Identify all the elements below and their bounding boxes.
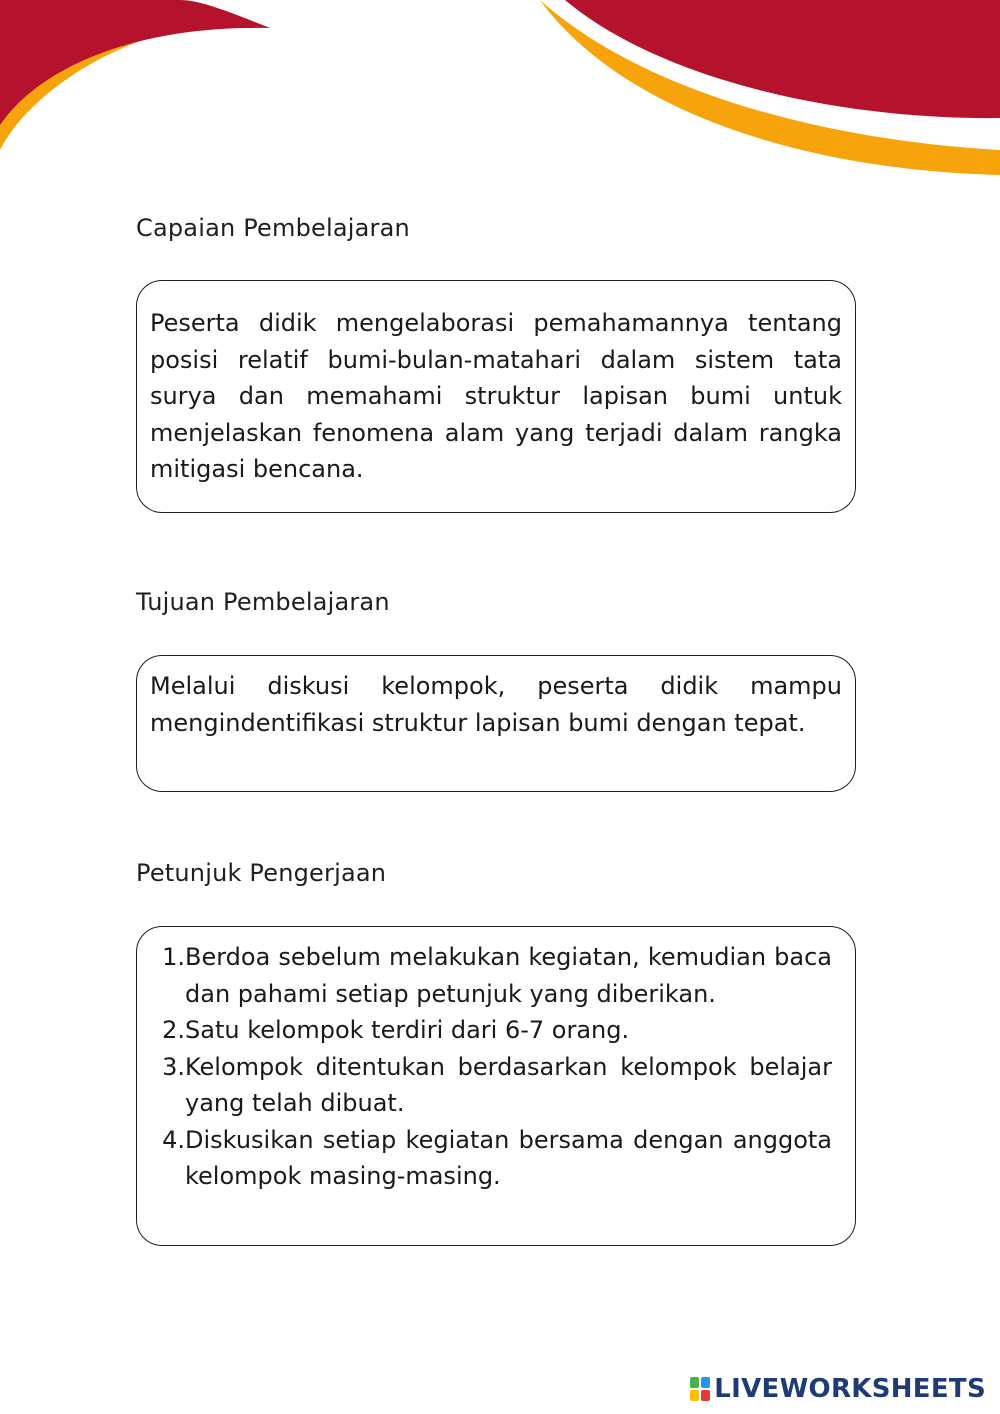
logo-tile: [690, 1390, 699, 1401]
brand-name: LIVEWORKSHEETS: [714, 1374, 986, 1404]
petunjuk-box: [136, 926, 856, 1246]
step-text: Satu kelompok terdiri dari 6-7 orang.: [185, 1016, 630, 1044]
logo-tile: [701, 1377, 710, 1388]
step-text: Kelompok ditentukan berdasarkan kelompok belajar yang telah dibuat.: [185, 1052, 832, 1117]
tujuan-box: [136, 655, 856, 792]
capaian-box: [136, 280, 856, 513]
logo-tile: [690, 1377, 699, 1388]
step-number: 2.: [162, 1016, 185, 1044]
list-item: [137, 939, 832, 1012]
header-decoration: [0, 0, 1000, 190]
list-item: [137, 1122, 832, 1195]
petunjuk-list: [137, 939, 832, 1195]
logo-tile: [701, 1390, 710, 1401]
list-item: [137, 1012, 832, 1049]
step-text: Berdoa sebelum melakukan kegiatan, kemudian baca dan pahami setiap petunjuk yang diberikan.: [185, 943, 832, 1008]
liveworksheets-logo-icon: [690, 1377, 710, 1401]
left-red-swoosh: [0, 0, 270, 125]
petunjuk-title: Petunjuk Pengerjaan: [136, 859, 387, 887]
step-number: 3.: [162, 1052, 185, 1081]
right-red-swoosh: [565, 0, 1000, 118]
capaian-title: Capaian Pembelajaran: [136, 214, 410, 242]
capaian-text: Peserta didik mengelaborasi pemahamannya tentang posisi relatif bumi-bulan-matahari dalam sistem tata surya dan memahami struktur lapisan bumi untuk menjelaskan fenomena alam yang terjadi dalam rangka mitigasi bencana.: [150, 309, 842, 483]
liveworksheets-watermark[interactable]: [690, 1374, 986, 1404]
list-item: [137, 1049, 832, 1122]
step-number: 1.: [162, 943, 185, 971]
tujuan-title: Tujuan Pembelajaran: [136, 588, 390, 616]
tujuan-text: Melalui diskusi kelompok, peserta didik mampu mengindentifikasi struktur lapisan bumi dengan tepat.: [150, 672, 842, 737]
step-text: Diskusikan setiap kegiatan bersama dengan anggota kelompok masing-masing.: [185, 1125, 832, 1190]
step-number: 4.: [162, 1125, 185, 1154]
